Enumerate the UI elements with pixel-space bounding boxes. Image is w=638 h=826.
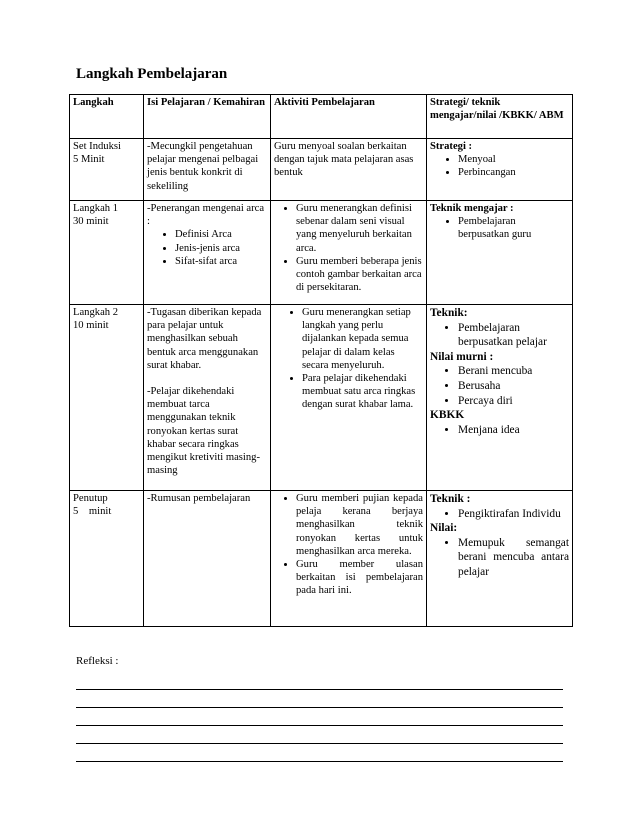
cell-strategi [427,305,573,491]
list-item: • Guru memberi beberapa jenis contoh gambar berkaitan arca di persekitaran. [296,255,423,295]
cell-isi [144,491,271,627]
header-strategi: Strategi/ teknik mengajar/nilai /KBKK/ ABM [427,95,573,139]
isi-text: -Pelajar dikehendaki membuat tarca menggunakan teknik ronyokan kertas surat khabar secara ringkas mengikut kretiviti masing-masing [147,386,260,477]
strategi-list [430,153,569,179]
cell-aktiviti [271,139,427,201]
step-name: Penutup [73,493,108,504]
step-name: Langkah 1 [73,203,119,214]
list-item: • Guru memberi pujian kepada pelaja kerana berjaya menghasilkan teknik ronyokan kertas untuk menghasilkan arca mereka. [296,492,423,558]
kbkk-heading: KBKK [430,409,465,422]
list-item: • Pembelajaran berpusatkan pelajar [458,321,569,350]
list-item: • Pembelajaran berpusatkan guru [458,215,569,241]
step-duration: 5 minit [73,506,112,518]
teknik-heading: Teknik : [430,493,471,505]
teknik-list [430,321,569,350]
nilai-heading: Nilai murni : [430,350,494,363]
step-duration: 5 Minit [73,154,105,166]
refleksi-label: Refleksi : [76,655,119,667]
isi-text: -Mecungkil pengetahuan pelajar mengenai pelbagai jenis bentuk konkrit di sekeliling [147,141,259,192]
cell-strategi [427,491,573,627]
list-item: • Para pelajar dikehendaki membuat satu arca ringkas dengan surat khabar lama. [302,372,423,412]
refleksi-line [76,725,563,726]
aktiviti-list [274,306,423,412]
cell-strategi [427,139,573,201]
teknik-heading: Teknik mengajar : [430,203,514,214]
header-langkah: Langkah [70,95,144,139]
nilai-list [430,364,569,408]
isi-text: -Rumusan pembelajaran [147,493,251,504]
isi-text: -Tugasan diberikan kepada para pelajar untuk menghasilkan sebuah bentuk arca menggunakan surat khabar. [147,307,262,371]
list-item: • Definisi Arca [175,228,267,241]
strategi-heading: Strategi : [430,141,473,152]
list-item: • Menjana idea [458,423,569,438]
list-item: • Sifat-sifat arca [175,255,267,268]
list-item: • Memupuk semangat berani mencuba antara pelajar [458,536,569,580]
cell-langkah [70,491,144,627]
refleksi-line [76,689,563,690]
cell-isi [144,139,271,201]
isi-list [147,228,267,268]
table-header-row [70,95,573,139]
lesson-steps-table [69,94,573,627]
teknik-list [430,507,569,522]
refleksi-line [76,743,563,744]
list-item: • Percaya diri [458,394,569,409]
kbkk-list [430,423,569,438]
teknik-heading: Teknik: [430,307,468,319]
refleksi-line [76,707,563,708]
table-row [70,491,573,627]
table-row [70,305,573,491]
nilai-heading: Nilai: [430,522,458,535]
list-item: • Guru menerangkan setiap langkah yang perlu dijalankan kepada semua pelajar di dalam kelas secara menyeluruh. [302,306,423,372]
list-item: • Berusaha [458,379,569,394]
aktiviti-text: Guru menyoal soalan berkaitan dengan tajuk mata pelajaran asas bentuk [274,141,414,179]
nilai-list [430,536,569,580]
cell-langkah [70,139,144,201]
cell-langkah [70,305,144,491]
header-isi-pelajaran: Isi Pelajaran / Kemahiran [144,95,271,139]
step-name: Set Induksi [73,141,121,152]
aktiviti-list [274,202,423,294]
list-item: • Guru menerangkan definisi sebenar dalam seni visual yang menyeluruh berkaitan arca. [296,202,423,255]
cell-aktiviti [271,491,427,627]
header-aktiviti: Aktiviti Pembelajaran [271,95,427,139]
list-item: • Berani mencuba [458,364,569,379]
cell-isi [144,305,271,491]
aktiviti-list [274,492,423,598]
list-item: • Jenis-jenis arca [175,242,267,255]
step-duration: 10 minit [73,320,109,332]
page-title: Langkah Pembelajaran [76,66,228,82]
table-row [70,201,573,305]
step-duration: 30 minit [73,216,109,228]
step-name: Langkah 2 [73,307,119,318]
cell-strategi [427,201,573,305]
cell-langkah [70,201,144,305]
cell-isi [144,201,271,305]
list-item: • Guru member ulasan berkaitan isi pembelajaran pada hari ini. [296,558,423,598]
table-row [70,139,573,201]
list-item: • Pengiktirafan Individu [458,507,569,522]
cell-aktiviti [271,305,427,491]
teknik-list [430,215,569,241]
isi-text: -Penerangan mengenai arca : [147,203,265,228]
cell-aktiviti [271,201,427,305]
list-item: • Perbincangan [458,166,569,179]
list-item: • Menyoal [458,153,569,166]
refleksi-line [76,761,563,762]
